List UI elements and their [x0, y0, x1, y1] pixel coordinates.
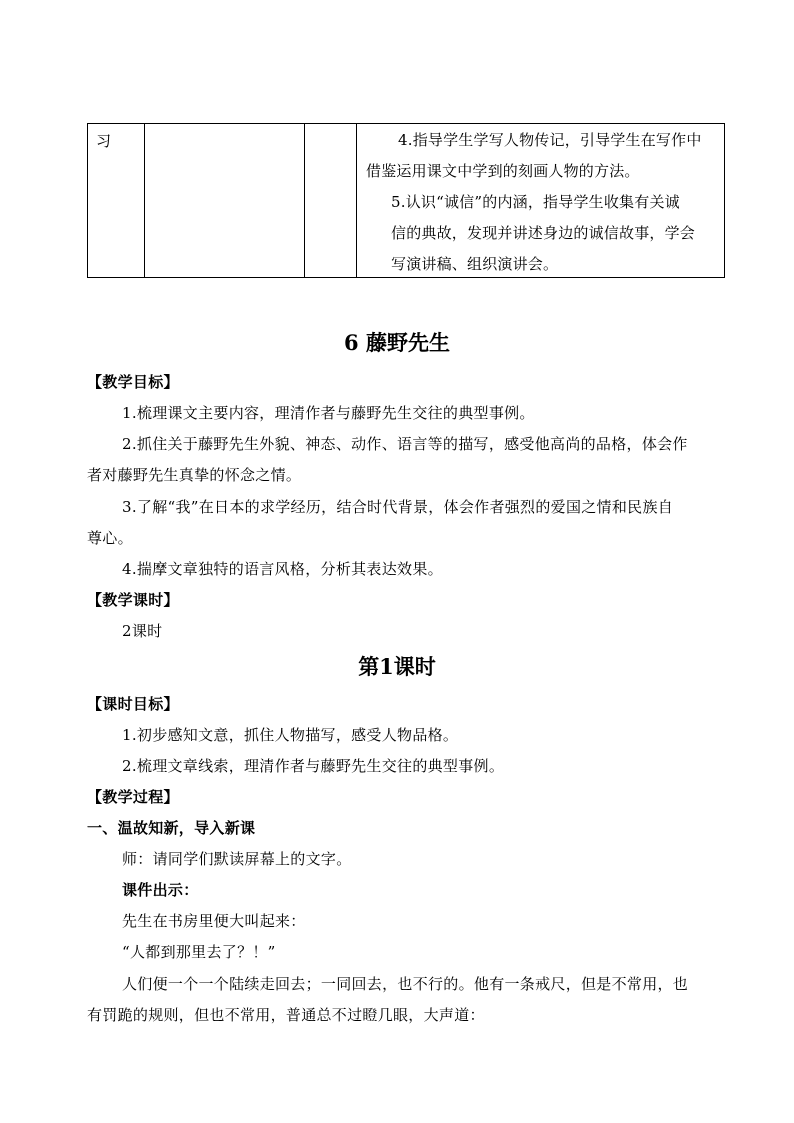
courseware-label: 课件出示：: [122, 881, 199, 899]
quote-line: 先生在书房里便大叫起来：: [122, 912, 306, 930]
table-text-line: 信的典故，发现并讲述身边的诚信故事，学会: [391, 224, 696, 242]
period-goal-line: 1.初步感知文意，抓住人物描写，感受人物品格。: [122, 726, 459, 744]
table-cell-objectives: [360, 124, 724, 280]
table-text-line: 写演讲稿、组织演讲会。: [391, 255, 559, 273]
hours-text: 2课时: [122, 622, 163, 640]
table-text-line: 5.认识“诚信”的内涵，指导学生收集有关诚: [391, 193, 680, 211]
table-col-divider: [144, 124, 145, 277]
period-goals-heading: 【课时目标】: [87, 695, 179, 713]
period-goal-line: 2.梳理文章线索，理清作者与藤野先生交往的典型事例。: [122, 757, 505, 775]
goal-line: 2.抓住关于藤野先生外貌、神态、动作、语言等的描写，感受他高尚的品格，体会作: [122, 435, 688, 453]
table-cell-category: 习: [96, 132, 112, 150]
table-text-line: 借鉴运用课文中学到的刻画人物的方法。: [366, 162, 640, 180]
quote-line: 有罚跪的规则，但也不常用，普通总不过瞪几眼，大声道：: [87, 1006, 485, 1024]
table-col-divider: [356, 124, 357, 277]
table-col-divider: [304, 124, 305, 277]
objectives-table: [87, 123, 725, 278]
teacher-line: 师：请同学们默读屏幕上的文字。: [122, 850, 352, 868]
goal-line: 4.揣摩文章独特的语言风格，分析其表达效果。: [122, 560, 443, 578]
process-heading: 【教学过程】: [87, 788, 179, 806]
goal-line: 1.梳理课文主要内容，理清作者与藤野先生交往的典型事例。: [122, 404, 535, 422]
goal-line: 者对藤野先生真挚的怀念之情。: [87, 466, 302, 484]
period-title: 第1课时: [358, 654, 436, 679]
goal-line: 3.了解“我”在日本的求学经历，结合时代背景，体会作者强烈的爱国之情和民族自: [122, 498, 674, 516]
lesson-title: 6 藤野先生: [344, 330, 450, 355]
section-heading: 一、温故知新，导入新课: [87, 819, 256, 837]
quote-line: “人都到那里去了？！”: [122, 943, 276, 961]
quote-line: 人们便一个一个陆续走回去；一同回去，也不行的。他有一条戒尺，但是不常用，也: [122, 975, 689, 993]
table-text-line: 4.指导学生学写人物传记，引导学生在写作中: [398, 131, 702, 149]
goals-heading: 【教学目标】: [87, 373, 179, 391]
hours-heading: 【教学课时】: [87, 591, 179, 609]
goal-line: 尊心。: [87, 529, 133, 547]
